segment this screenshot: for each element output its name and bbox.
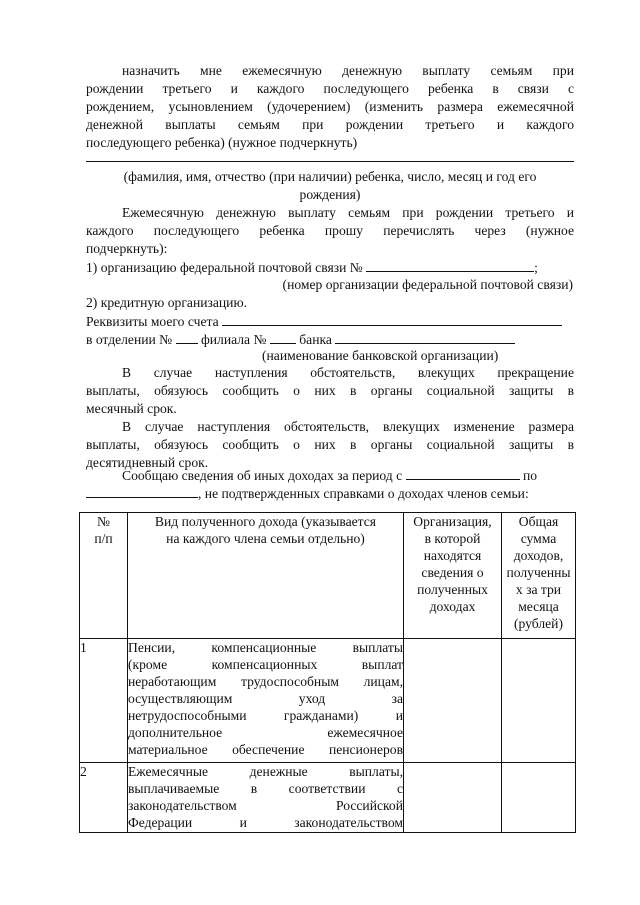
row-income-type: Пенсии, компенсационные выплаты (кроме компенсационных выплат неработающим трудоспособным лицам, осуществляющим уход за нетрудоспособными гражданами) и дополнительное ежемесячное материальное обеспечение пенсионеров [128,639,404,763]
header-total-income: Общая сумма доходов, полученны х за три месяца (рублей) [502,513,576,639]
text-line: выплаты, обязуюсь сообщить о них в органы социальной защиты в [86,437,574,452]
filial-number-blank[interactable] [270,330,296,344]
text-line: В случае наступления обстоятельств, влекущих изменение размера [122,419,574,434]
option-credit-org: 2) кредитную организацию. [86,295,247,310]
income-table [79,512,576,833]
branch-line [86,330,574,347]
row-income-type: Ежемесячные денежные выплаты, выплачиваемые в соответствии с законодательством Российской Федерации и законодательством [128,763,404,833]
bank-label: банка [299,332,332,347]
branch-label: в отделении № [86,332,173,347]
table-header-row [80,513,576,639]
text-line: денежной выплаты семьям при рождении третьего и каждого [86,117,574,132]
text-line: последующего ребенка) (нужное подчеркнуть) [86,135,358,150]
field-caption: (номер организации федеральной почтовой связи) [282,277,573,292]
text-line: месячный срок. [86,401,177,416]
row-num: 1 [80,639,128,763]
header-num: № п/п [80,513,128,639]
field-caption: (фамилия, имя, отчество (при наличии) ребенка, число, месяц и год его [123,169,537,184]
row-organization-cell[interactable] [404,639,502,763]
text-line: десятидневный срок. [86,455,209,470]
table-row [80,763,576,833]
field-caption: рождения) [299,187,361,202]
filial-label: филиала № [200,332,267,347]
text-line: каждого последующего ребенка прошу перечислять через (нужное [86,223,574,238]
text-line: В случае наступления обстоятельств, влекущих прекращение [122,365,574,380]
income-period-line [122,466,574,483]
income-period-line-2 [86,484,574,501]
row-organization-cell[interactable] [404,763,502,833]
period-end-blank[interactable] [86,484,198,498]
period-start-blank[interactable] [406,466,520,480]
income-period-to: по [522,468,538,483]
text-line: назначить мне ежемесячную денежную выплату семьям при [122,63,574,78]
header-income-type: Вид полученного дохода (указывается на каждого члена семьи отдельно) [128,513,404,639]
child-name-blank[interactable] [86,161,574,162]
table-row [80,639,576,763]
header-organization: Организация, в которой находятся сведения о полученных доходах [404,513,502,639]
text-line: рождении третьего и каждого последующего ребенка в связи с [86,81,574,96]
option-post-office-label: 1) организацию федеральной почтовой связи № [86,260,363,275]
income-period-tail: , не подтвержденных справками о доходах членов семьи: [198,486,529,501]
option-post-office [86,258,574,275]
row-num: 2 [80,763,128,833]
row-total-cell[interactable] [502,639,576,763]
account-number-blank[interactable] [222,312,562,326]
income-period-label: Сообщаю сведения об иных доходах за период с [122,468,403,483]
branch-number-blank[interactable] [176,330,198,344]
text-line: выплаты, обязуюсь сообщить о них в органы социальной защиты в [86,383,574,398]
text-line: Ежемесячную денежную выплату семьям при рождении третьего и [122,205,574,220]
option-post-office-end: ; [534,260,538,275]
bank-name-blank[interactable] [335,330,515,344]
account-details-label: Реквизиты моего счета [86,314,219,329]
post-office-number-blank[interactable] [366,258,534,272]
text-line: подчеркнуть): [86,241,168,256]
account-details [86,312,574,329]
field-caption: (наименование банковской организации) [262,348,499,363]
row-total-cell[interactable] [502,763,576,833]
text-line: рождением, усыновлением (удочерением) (изменить размера ежемесячной [86,99,574,114]
